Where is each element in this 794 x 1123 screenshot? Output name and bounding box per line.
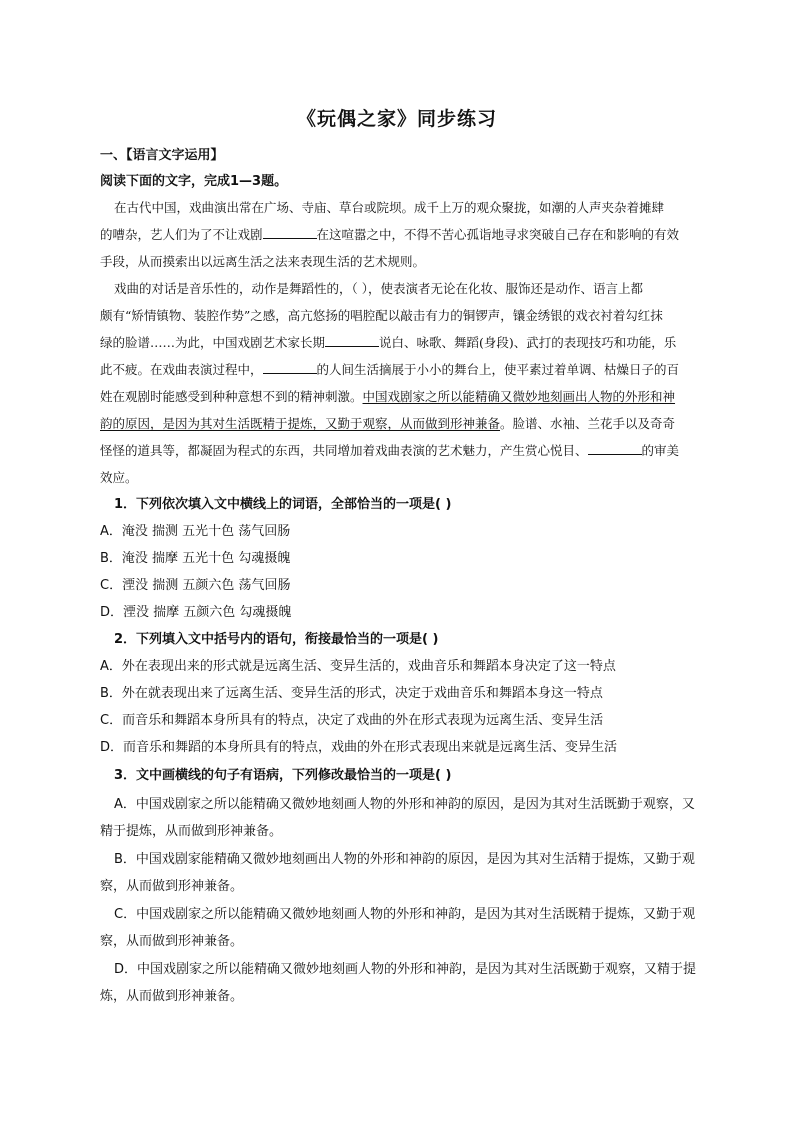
question-1-option-c: C．湮没 揣测 五颜六色 荡气回肠 xyxy=(100,578,291,593)
question-3-option-a: A．中国戏剧家之所以能精确又微妙地刻画人物的外形和神韵的原因，是因为其对生活既勤于观察，又 xyxy=(114,797,695,812)
answer-blank xyxy=(588,442,642,455)
answer-blank xyxy=(325,334,379,347)
question-3-option-b: B．中国戏剧家能精确又微妙地刻画出人物的外形和神韵的原因，是因为其对生活精于提炼，又勤于观 xyxy=(114,852,695,867)
question-1-option-b: B．淹没 揣摩 五光十色 勾魂摄魄 xyxy=(100,551,291,566)
question-2-option-c: C．而音乐和舞蹈本身所具有的特点，决定了戏曲的外在形式表现为远离生活、变异生活 xyxy=(100,713,604,728)
question-3-option-c: C．中国戏剧家之所以能精确又微妙地刻画人物的外形和神韵，是因为其对生活既精于提炼，又勤于观 xyxy=(114,907,696,922)
question-3-option-d-cont: 炼，从而做到形神兼备。 xyxy=(100,989,244,1004)
passage-line: 手段，从而摸索出以远离生活之法来表现生活的艺术规则。 xyxy=(100,254,426,269)
question-3-option-b-cont: 察，从而做到形神兼备。 xyxy=(100,879,244,894)
passage-line: 的嘈杂，艺人们为了不让戏剧 在这喧嚣之中，不得不苦心孤诣地寻求突破自己存在和影响的有效 xyxy=(100,227,680,242)
reading-instruction: 阅读下面的文字，完成1—3题。 xyxy=(100,174,288,189)
question-3-option-c-cont: 察，从而做到形神兼备。 xyxy=(100,934,244,949)
passage-line: 韵的原因，是因为其对生活既精于提炼，又勤于观察，从而做到形神兼备。脸谱、水袖、兰花手以及奇奇 xyxy=(100,416,676,431)
question-2-stem: 2．下列填入文中括号内的语句，衔接最恰当的一项是( ) xyxy=(114,632,439,647)
question-1-stem: 1．下列依次填入文中横线上的词语，全部恰当的一项是( ) xyxy=(114,497,452,512)
underlined-sentence: 中国戏剧家之所以能精确又微妙地刻画出人物的外形和神 xyxy=(362,389,676,404)
question-2-option-a: A．外在表现出来的形式就是远离生活、变异生活的，戏曲音乐和舞蹈本身决定了这一特点 xyxy=(100,659,616,674)
question-2-option-d: D．而音乐和舞蹈的本身所具有的特点，戏曲的外在形式表现出来就是远离生活、变异生活 xyxy=(100,740,618,755)
passage-line: 绿的脸谱……为此，中国戏剧艺术家长期 说白、咏歌、舞蹈(身段)、武打的表现技巧和功能，乐 xyxy=(100,335,677,350)
answer-blank xyxy=(263,226,317,239)
question-3-option-d: D．中国戏剧家之所以能精确又微妙地刻画人物的外形和神韵，是因为其对生活既勤于观察，又精于提 xyxy=(114,962,697,977)
passage-line: 怪怪的道具等，都凝固为程式的东西，共同增加着戏曲表演的艺术魅力，产生赏心悦目、 的审美 xyxy=(100,443,680,458)
question-1-option-d: D．湮没 揣摩 五颜六色 勾魂摄魄 xyxy=(100,605,292,620)
passage-line: 此不疲。在戏曲表演过程中， 的人间生活摘展于小小的舞台上，使平素过着单调、枯燥日子的百 xyxy=(100,362,680,377)
answer-blank xyxy=(263,361,317,374)
underlined-sentence: 韵的原因，是因为其对生活既精于提炼，又勤于观察，从而做到形神兼备 xyxy=(100,416,501,431)
question-3-option-a-cont: 精于提炼，从而做到形神兼备。 xyxy=(100,824,283,839)
section-heading: 一、【语言文字运用】 xyxy=(100,148,224,163)
passage-line: 颇有“矫情镇物、装腔作势”之感，高亢悠扬的唱腔配以敲击有力的铜锣声，镶金绣银的戏衣衬着勾红抹 xyxy=(100,308,663,323)
passage-line: 戏曲的对话是音乐性的，动作是舞蹈性的，（ ），使表演者无论在化妆、服饰还是动作、语言上都 xyxy=(114,281,643,296)
passage-line: 姓在观剧时能感受到种种意想不到的精神刺激。中国戏剧家之所以能精确又微妙地刻画出人物的外形和神 xyxy=(100,389,676,404)
question-3-stem: 3．文中画横线的句子有语病，下列修改最恰当的一项是( ) xyxy=(114,768,452,783)
document-title: 《玩偶之家》同步练习 xyxy=(296,108,497,130)
passage-line: 效应。 xyxy=(100,470,138,485)
question-1-option-a: A．淹没 揣测 五光十色 荡气回肠 xyxy=(100,524,291,539)
question-2-option-b: B．外在就表现出来了远离生活、变异生活的形式，决定于戏曲音乐和舞蹈本身这一特点 xyxy=(100,686,603,701)
passage-line: 在古代中国，戏曲演出常在广场、寺庙、草台或院坝。成千上万的观众聚拢，如潮的人声夹杂着摊肆 xyxy=(114,200,665,215)
